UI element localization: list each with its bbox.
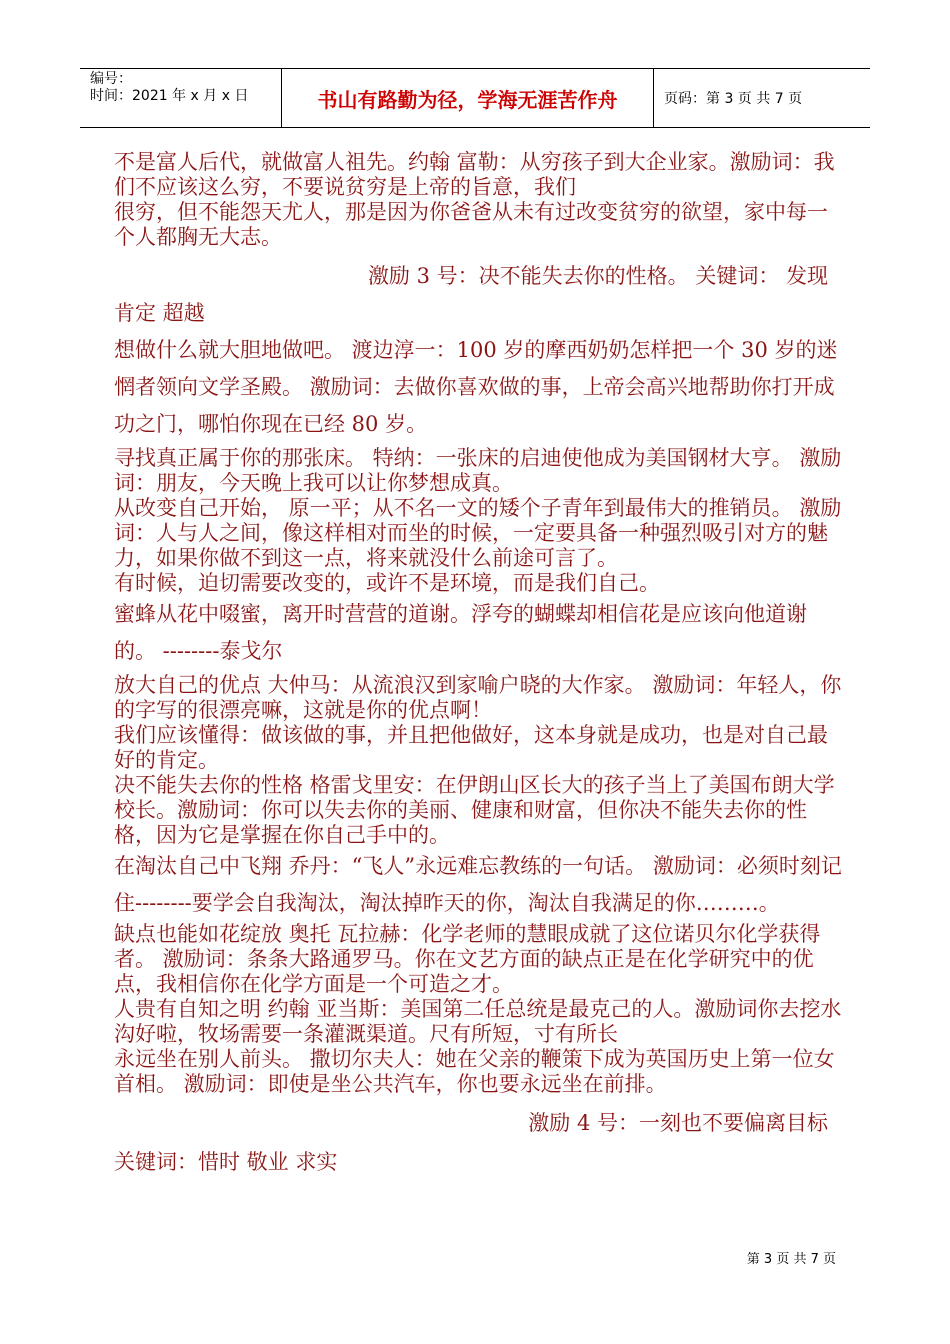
paragraph: 想做什么就大胆地做吧。 渡边淳一：100 岁的摩西奶奶怎样把一个 30 岁的迷惘者领向文学圣殿。 激励词：去做你喜欢做的事，上帝会高兴地帮助你打开成功之门，哪怕你现在已经 80 岁。 [114,338,838,436]
section-heading: 激励 3 号：决不能失去你的性格。 关键词： 发现 [367,264,828,288]
section-heading: 激励 4 号：一刻也不要偏离目标 [528,1111,828,1135]
time-label: 时间：2021 年 x 月 x 日 [90,88,249,104]
paragraph: 寻找真正属于你的那张床。 特纳：一张床的启迪使他成为美国钢材大亨。 激励词：朋友，今天晚上我可以让你梦想成真。 [114,446,842,495]
paragraph: 从改变自己开始， 原一平；从不名一文的矮个子青年到最伟大的推销员。 激励词：人与人之间，像这样相对而坐的时候，一定要具备一种强烈吸引对方的魅力，如果你做不到这一点，将来就没什么前途可言了。 [114,496,842,570]
page-footer: 第 3 页 共 7 页 [746,1252,836,1267]
header-motto: 书山有路勤为径，学海无涯苦作舟 [282,69,654,127]
keywords-line: 关键词：惜时 敬业 求实 [114,1150,338,1174]
keywords-line: 肯定 超越 [114,301,205,325]
paragraph: 不是富人后代，就做富人祖先。约翰 富勒：从穷孩子到大企业家。激励词：我们不应该这么穷，不要说贫穷是上帝的旨意，我们 [114,150,835,199]
doc-number-label: 编号： [90,71,132,87]
quote-paragraph: 蜜蜂从花中啜蜜，离开时营营的道谢。浮夸的蝴蝶却相信花是应该向他道谢的。 --------泰戈尔 [114,602,807,663]
paragraph: 决不能失去你的性格 格雷戈里安：在伊朗山区长大的孩子当上了美国布朗大学校长。激励词：你可以失去你的美丽、健康和财富，但你决不能失去你的性格，因为它是掌握在你自己手中的。 [114,773,835,847]
header-page-info: 页码：第 3 页 共 7 页 [664,91,803,107]
paragraph: 人贵有自知之明 约翰 亚当斯：美国第二任总统是最克己的人。激励词你去挖水沟好啦，牧场需要一条灌溉渠道。尺有所短，寸有所长 [114,997,842,1046]
paragraph: 很穷，但不能怨天尤人，那是因为你爸爸从未有过改变贫穷的欲望，家中每一个人都胸无大志。 [114,200,828,249]
paragraph: 有时候，迫切需要改变的，或许不是环境，而是我们自己。 [114,571,660,595]
paragraph: 永远坐在别人前头。 撒切尔夫人：她在父亲的鞭策下成为英国历史上第一位女首相。 激励词：即使是坐公共汽车，你也要永远坐在前排。 [114,1047,835,1096]
header-meta [80,69,282,127]
document-body [114,150,842,1175]
paragraph: 在淘汰自己中飞翔 乔丹：“飞人”永远难忘教练的一句话。 激励词：必须时刻记住--------要学会自我淘汰，淘汰掉昨天的你，淘汰自我满足的你………。 [114,854,842,915]
page-header [80,68,870,128]
paragraph: 缺点也能如花绽放 奥托 瓦拉赫：化学老师的慧眼成就了这位诺贝尔化学获得者。 激励词：条条大路通罗马。你在文艺方面的缺点正是在化学研究中的优点，我相信你在化学方面是一个可造之才。 [114,922,821,996]
paragraph: 我们应该懂得：做该做的事，并且把他做好，这本身就是成功，也是对自己最好的肯定。 [114,723,828,772]
paragraph: 放大自己的优点 大仲马：从流浪汉到家喻户晓的大作家。 激励词：年轻人，你的字写的很漂亮嘛，这就是你的优点啊！ [114,673,842,722]
